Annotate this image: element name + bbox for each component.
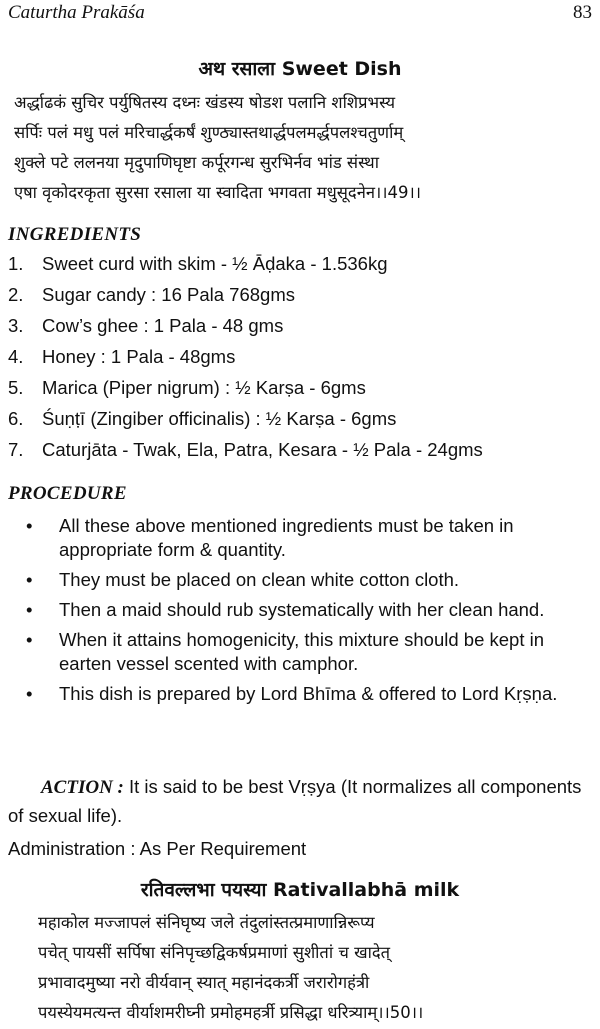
ingredients-list [8, 253, 598, 470]
verse-line: पयस्येयमत्यन्त वीर्याशमरीघ्नी प्रमोहमहर्त्री प्रसिद्धा धरित्र्याम्।।50।। [38, 1003, 424, 1022]
action-label: ACTION : [41, 777, 124, 798]
item-text: When it attains homogenicity, this mixture should be kept in earten vessel scented with camphor. [59, 629, 545, 674]
item-text: Caturjāta - Twak, Ela, Patra, Kesara - ½ Pala - 24gms [42, 439, 483, 460]
verse-line: शुक्ले पटे ललनया मृदुपाणिघृष्टा कर्पूरगन्ध सुरभिर्नव भांड संस्था [14, 153, 379, 172]
verse-line: एषा वृकोदरकृता सुरसा रसाला या स्वादिता भगवता मधुसूदनेन।।49।। [14, 183, 422, 202]
ingredients-heading: INGREDIENTS [8, 224, 142, 245]
item-number: 3. [8, 315, 24, 336]
item-number: 5. [8, 377, 24, 398]
item-number: 4. [8, 346, 24, 367]
sanskrit-verse-49 [14, 88, 594, 208]
recipe-title-sweet-dish: अथ रसाला Sweet Dish [198, 58, 402, 80]
bullet-icon: • [26, 569, 33, 590]
item-text: Then a maid should rub systematically with her clean hand. [59, 599, 545, 620]
item-number: 2. [8, 284, 24, 305]
list-item [8, 284, 598, 315]
bullet-icon: • [26, 683, 33, 704]
list-item [8, 439, 598, 470]
list-item [8, 628, 598, 676]
verse-line: महाकोल मज्जापलं संनिघृष्य जले तंदुलांस्तत्प्रमाणान्निरूप्य [38, 913, 375, 932]
verse-line: सर्पिः पलं मधु पलं मरिचार्द्धकर्षं शुण्ठ्यास्तथार्द्धपलमर्द्धपलश्चतुर्णाम् [14, 123, 404, 142]
bullet-icon: • [26, 515, 33, 536]
item-text: Sugar candy : 16 Pala 768gms [42, 284, 295, 305]
verse-line: पचेत् पायसीं सर्पिषा संनिपृच्छद्विकर्षप्रमाणां सुशीतां च खादेत् [38, 943, 391, 962]
list-item [8, 568, 598, 592]
procedure-heading: PROCEDURE [8, 483, 127, 504]
running-title: Caturtha Prakāśa [8, 2, 145, 23]
item-text: Cow’s ghee : 1 Pala - 48 gms [42, 315, 284, 336]
list-item [8, 408, 598, 439]
page-number: 83 [573, 2, 592, 23]
list-item [8, 682, 598, 706]
procedure-list [8, 514, 598, 712]
list-item [8, 377, 598, 408]
action-text: It is said to be best Vṛṣya (It normalizes all components of sexual life). [8, 776, 582, 826]
item-number: 6. [8, 408, 24, 429]
sanskrit-verse-50 [38, 908, 598, 1028]
item-text: This dish is prepared by Lord Bhīma & offered to Lord Kṛṣṇa. [59, 683, 558, 704]
item-number: 7. [8, 439, 24, 460]
item-text: All these above mentioned ingredients must be taken in appropriate form & quantity. [59, 515, 514, 560]
bullet-icon: • [26, 599, 33, 620]
item-text: Sweet curd with skim - ½ Āḍaka - 1.536kg [42, 253, 388, 274]
item-text: Śuṇṭī (Zingiber officinalis) : ½ Karṣa - 6gms [42, 408, 397, 429]
verse-line: प्रभावादमुष्या नरो वीर्यवान् स्यात् महानंदकर्त्री जरारोगहंत्री [38, 973, 370, 992]
bullet-icon: • [26, 629, 33, 650]
action-paragraph [8, 773, 596, 830]
verse-line: अर्द्धाढकं सुचिर पर्युषितस्य दध्नः खंडस्य षोडश पलानि शशिप्रभस्य [14, 93, 396, 112]
administration-line: Administration : As Per Requirement [8, 838, 307, 859]
item-text: Marica (Piper nigrum) : ½ Karṣa - 6gms [42, 377, 366, 398]
item-text: They must be placed on clean white cotton cloth. [59, 569, 460, 590]
list-item [8, 346, 598, 377]
list-item [8, 598, 598, 622]
list-item [8, 315, 598, 346]
item-number: 1. [8, 253, 24, 274]
recipe-title-rativallabha-milk: रतिवल्लभा पयस्या Rativallabhā milk [140, 879, 460, 901]
list-item [8, 253, 598, 284]
item-text: Honey : 1 Pala - 48gms [42, 346, 236, 367]
list-item [8, 514, 598, 562]
